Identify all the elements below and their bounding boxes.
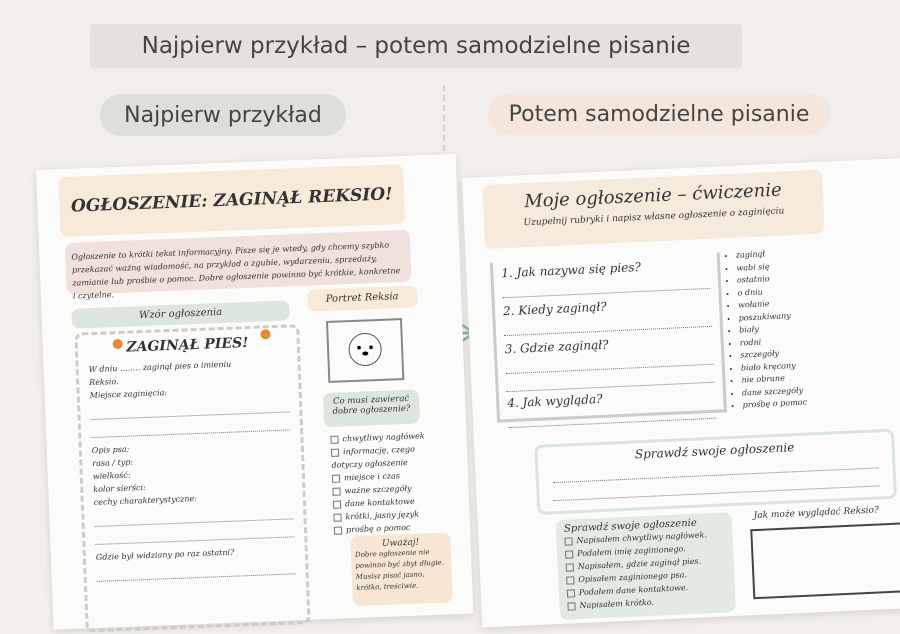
field: Opis psa: xyxy=(91,444,130,456)
checkbox[interactable] xyxy=(565,550,573,558)
checkbox[interactable] xyxy=(566,563,574,571)
page-banner: Najpierw przykład – potem samodzielne pisanie xyxy=(90,24,742,68)
dog-portrait-icon xyxy=(324,316,406,385)
checkbox[interactable] xyxy=(332,475,340,483)
field: Reksio. xyxy=(89,376,119,388)
self-check-title: Sprawdź swoje ogłoszenie xyxy=(563,517,698,535)
field: Gdzie był widziany po raz ostatni? xyxy=(95,547,235,562)
checkbox[interactable] xyxy=(334,527,342,535)
exercise-worksheet xyxy=(462,158,900,627)
field: wielkość: xyxy=(92,470,131,482)
model-card xyxy=(74,324,310,632)
question: 4. Jak wygląda? xyxy=(506,391,603,411)
self-check: Sprawdź swoje ogłoszenie Napisałem chwytliwy nagłówek. Podałem imię zaginionego. Napisałem, gdzie zaginął pies. Opisałem zaginionego psa. Podałem dane kontaktowe. Napisałem krótko. xyxy=(556,512,736,620)
checkbox[interactable] xyxy=(332,488,340,496)
left-label: Najpierw przykład xyxy=(100,94,346,136)
questions-box xyxy=(490,252,727,422)
checkbox[interactable] xyxy=(564,537,572,545)
field: kolor sierści: xyxy=(93,483,146,495)
field: cechy charakterystyczne: xyxy=(93,494,198,508)
checkbox[interactable] xyxy=(331,449,339,457)
checkbox[interactable] xyxy=(567,589,575,597)
check-title: Sprawdź swoje ogłoszenie xyxy=(634,440,795,462)
question: 2. Kiedy zaginął? xyxy=(502,299,607,319)
question: 1. Jak nazywa się pies? xyxy=(501,259,642,281)
model-label: Wzór ogłoszenia xyxy=(71,300,290,328)
example-title: OGŁOSZENIE: ZAGINĄŁ REKSIO! xyxy=(58,164,405,237)
warning-box xyxy=(350,532,453,606)
model-title: ZAGINĄŁ PIES! xyxy=(126,334,249,356)
right-label: Potem samodzielne pisanie xyxy=(488,93,830,135)
field: Miejsce zaginięcia: xyxy=(89,388,168,401)
example-intro: Ogłoszenie to krótki tekst informacyjny. Pisze się je wtedy, gdy chcemy szybko przekazać ważną wiadomość, na przykład o zgubie, wydarzeniu, sprzedaży, zamianie lub prośbie o pomoc. Dobre ogłoszenie powinno być krótkie, konkretne i czytelne. xyxy=(65,230,412,295)
exercise-header xyxy=(482,170,825,249)
check-box xyxy=(534,429,897,515)
checklist: chwytliwy nagłówek informację, czego dotyczy ogłoszenie miejsce i czas ważne szczegóły dane kontaktowe krótki, jasny język prośbę o pomoc xyxy=(331,431,425,535)
field: W dniu ........ zaginął pies o imieniu xyxy=(88,359,232,375)
warning-title: Uważaj! xyxy=(381,537,420,549)
warning-text: Dobre ogłoszenie nie powinno być zbyt długie. Musisz pisać jasno, krótko, treściwie. xyxy=(354,548,445,593)
word-bank: • zaginął • wabi się • ostatnio • o dniu • wołanie • poszukiwany • biały • rodni • szczegóły • biało kręcony • nie obrane • dane szczegóły • prośbę o pomoc xyxy=(736,247,808,412)
draw-label: Jak może wyglądać Reksio? xyxy=(753,505,880,522)
checklist-title: Co musi zawierać dobre ogłoszenie? xyxy=(323,389,420,427)
exercise-title: Moje ogłoszenie – ćwiczenie xyxy=(523,179,783,213)
drawing-box[interactable] xyxy=(750,522,900,599)
checkbox[interactable] xyxy=(333,514,341,522)
checkbox[interactable] xyxy=(330,436,338,444)
field: rasa / typ: xyxy=(92,457,134,469)
checkbox[interactable] xyxy=(566,576,574,584)
exercise-subtitle: Uzupełnij rubryki i napisz własne ogłoszenie o zaginięciu xyxy=(523,206,785,229)
question: 3. Gdzie zaginął? xyxy=(504,337,609,357)
checkbox[interactable] xyxy=(567,602,575,610)
portrait-label: Portret Reksia xyxy=(307,285,418,311)
checkbox[interactable] xyxy=(333,501,341,509)
example-worksheet xyxy=(36,154,473,630)
